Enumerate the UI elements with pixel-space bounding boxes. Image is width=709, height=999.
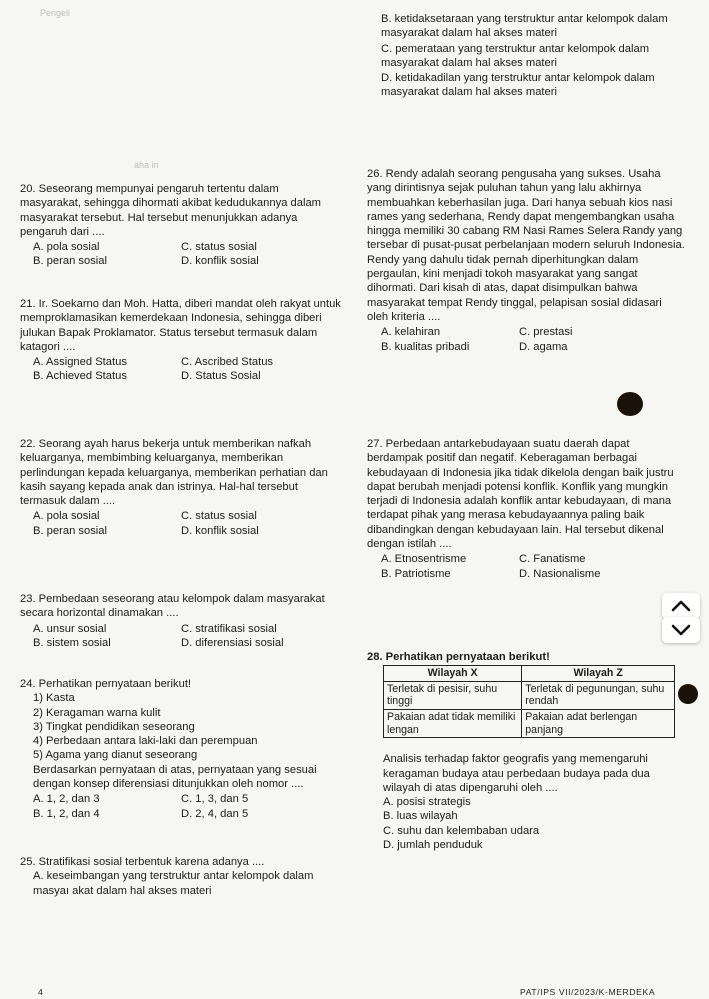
question-19-options-continued — [381, 12, 681, 100]
question-23 — [20, 592, 342, 650]
option-b[interactable]: B. peran sosial — [33, 255, 108, 268]
table-header: Wilayah X — [384, 666, 522, 682]
statement-list — [20, 691, 342, 762]
question-25 — [20, 855, 342, 898]
question-text: 22. Seorang ayah harus bekerja untuk memberikan nafkah keluarganya, membimbing keluarganya, memberikan perlindungan kepada keluarganya, memberikan perhatian dan kasih sayang kepada anak dan istrinya. Hal-hal tersebut termasuk dalam .... — [20, 438, 328, 508]
option-a[interactable]: A. 1, 2, dan 3 — [33, 793, 100, 806]
option-c[interactable]: C. 1, 3, dan 5 — [181, 793, 249, 806]
option-c[interactable]: C. Ascribed Status — [181, 356, 274, 369]
option-list — [367, 795, 685, 852]
option-b[interactable]: B. ketidaksetaraan yang terstruktur antar kelompok dalam masyarakat dalam hal akses materi — [381, 13, 668, 40]
option-c[interactable]: C. stratifikasi sosial — [181, 622, 277, 635]
option-a[interactable]: A. keseimbangan yang terstruktur antar kelompok dalam masyaı akat dalam hal akses materi — [33, 870, 314, 897]
ink-blot — [678, 684, 698, 704]
option-d[interactable]: D. agama — [519, 340, 568, 353]
option-c[interactable]: C. status sosial — [181, 241, 257, 254]
option-a[interactable]: A. pola sosial — [33, 510, 100, 523]
question-27 — [367, 437, 685, 581]
question-24 — [20, 677, 342, 821]
table-row — [384, 710, 675, 738]
scroll-up-button[interactable] — [662, 593, 700, 619]
table-cell: Terletak di pesisir, suhu tinggi — [384, 681, 522, 709]
question-prompt: Analisis terhadap faktor geografis yang memengaruhi keragaman budaya atau perbedaan budaya pada dua wilayah di atas dipengaruhi oleh .... — [383, 753, 650, 794]
question-text: 28. Perhatikan pernyataan berikut! — [367, 651, 550, 663]
option-b[interactable]: B. luas wilayah — [383, 810, 458, 823]
faint-mark: aha in — [134, 160, 159, 170]
option-c[interactable]: C. Fanatisme — [519, 553, 586, 566]
option-c[interactable]: C. prestasi — [519, 326, 573, 339]
option-d[interactable]: D. konflik sosial — [181, 255, 259, 268]
option-d[interactable]: D. ketidakadilan yang terstruktur antar kelompok dalam masyarakat dalam hal akses materi — [381, 72, 655, 99]
question-28 — [367, 650, 685, 852]
chevron-up-icon — [670, 599, 692, 613]
option-d[interactable]: D. 2, 4, dan 5 — [181, 807, 249, 820]
question-text: 27. Perbedaan antarkebudayaan suatu daerah dapat berdampak positif dan negatif. Keberagaman berbagai kebudayaan di Indonesia jika tidak dikelola dengan baik justru dapat berubah menjadi potensi konflik. Konflik yang mungkin terjadi di Indonesia adalah konflik antar kebudayaan, di mana terdapat pihak yang merasa kebudayaannya paling baik dibandingkan dengan kebudayaan lain. Hal tersebut dikenal dengan istilah .... — [367, 438, 674, 551]
faint-mark: Pengeli — [40, 8, 71, 18]
list-item: 1) Kasta — [33, 692, 75, 705]
list-item: 2) Keragaman warna kulit — [33, 706, 161, 719]
comparison-table — [383, 665, 675, 738]
question-prompt: Berdasarkan pernyataan di atas, pernyataan yang sesuai dengan konsep diferensiasi ditunjukkan oleh nomor .... — [33, 763, 317, 791]
question-text: 26. Rendy adalah seorang pengusaha yang sukses. Usaha yang dirintisnya sejak puluhan tahun yang lalu akhirnya membuahkan keberhasilan juga. Dari hanya sebuah kios nasi rames yang sederhana, Rendy dapat mengembangkan usaha hingga memiliki 30 cabang RM Nasi Rames Selera Randy yang tersebar di pusat-pusat perbelanjaan modern seluruh Indonesia. Rendy yang dahulu tidak pernah diperhitungkan dalam pergaulan, kini menjadi tokoh masyarakat yang sangat dihormati. Dari kisah di atas, dapat disimpulkan bahwa masyarakat tempat Rendy tinggal, pelapisan sosial didasari oleh kriteria .... — [367, 168, 685, 323]
option-d[interactable]: D. Status Sosial — [181, 370, 261, 383]
list-item: 4) Perbedaan antara laki-laki dan perempuan — [33, 735, 258, 748]
option-a[interactable]: A. Assigned Status — [33, 356, 127, 369]
question-text: 25. Stratifikasi sosial terbentuk karena adanya .... — [20, 856, 265, 868]
option-a[interactable]: A. kelahiran — [381, 326, 441, 339]
scroll-down-button[interactable] — [662, 617, 700, 643]
table-header: Wilayah Z — [522, 666, 675, 682]
list-item: 5) Agama yang dianut seseorang — [33, 749, 198, 762]
option-a[interactable]: A. pola sosial — [33, 241, 100, 254]
option-c[interactable]: C. suhu dan kelembaban udara — [383, 824, 540, 837]
question-text: 21. Ir. Soekarno dan Moh. Hatta, diberi mandat oleh rakyat untuk memproklamasikan kemerdekaan Indonesia, sehingga diberi julukan Bapak Proklamator. Status tersebut termasuk dalam katagori .... — [20, 298, 341, 353]
question-26 — [367, 167, 685, 354]
option-d[interactable]: D. jumlah penduduk — [383, 839, 483, 852]
option-b[interactable]: B. 1, 2, dan 4 — [33, 807, 100, 820]
table-cell: Pakaian adat tidak memiliki lengan — [384, 710, 522, 738]
question-20 — [20, 182, 342, 269]
list-item: 3) Tingkat pendidikan seseorang — [33, 720, 195, 733]
chevron-down-icon — [670, 623, 692, 637]
option-d[interactable]: D. konflik sosial — [181, 524, 259, 537]
option-b[interactable]: B. peran sosial — [33, 524, 108, 537]
question-21 — [20, 297, 342, 384]
option-b[interactable]: B. sistem sosial — [33, 636, 111, 649]
footer-code: PAT/IPS VII/2023/K-MERDEKA — [520, 987, 656, 997]
table-row — [384, 681, 675, 709]
ink-blot — [617, 392, 643, 416]
option-c[interactable]: C. pemerataan yang terstruktur antar kelompok dalam masyarakat dalam hal akses materi — [381, 42, 650, 69]
table-cell: Pakaian adat berlengan panjang — [522, 710, 675, 738]
option-a[interactable]: A. Etnosentrisme — [381, 553, 467, 566]
option-b[interactable]: B. kualitas pribadi — [381, 340, 470, 353]
option-a[interactable]: A. unsur sosial — [33, 622, 107, 635]
option-d[interactable]: D. diferensiasi sosial — [181, 636, 284, 649]
question-text: 24. Perhatikan pernyataan berikut! — [20, 678, 192, 690]
question-text: 20. Seseorang mempunyai pengaruh tertentu dalam masyarakat, sehingga dihormati akibat kedudukannya dalam masyarakat tersebut. Hal tersebut menunjukkan adanya pengaruh dari .... — [20, 183, 321, 238]
option-d[interactable]: D. Nasionalisme — [519, 567, 601, 580]
page-number: 4 — [38, 987, 44, 997]
question-text: 23. Pembedaan seseorang atau kelompok dalam masyarakat secara horizontal dinamakan .... — [20, 593, 325, 620]
question-22 — [20, 437, 342, 538]
option-b[interactable]: B. Patriotisme — [381, 567, 451, 580]
option-a[interactable]: A. posisi strategis — [383, 796, 471, 809]
option-c[interactable]: C. status sosial — [181, 510, 257, 523]
option-b[interactable]: B. Achieved Status — [33, 370, 127, 383]
table-cell: Terletak di pegunungan, suhu rendah — [522, 681, 675, 709]
